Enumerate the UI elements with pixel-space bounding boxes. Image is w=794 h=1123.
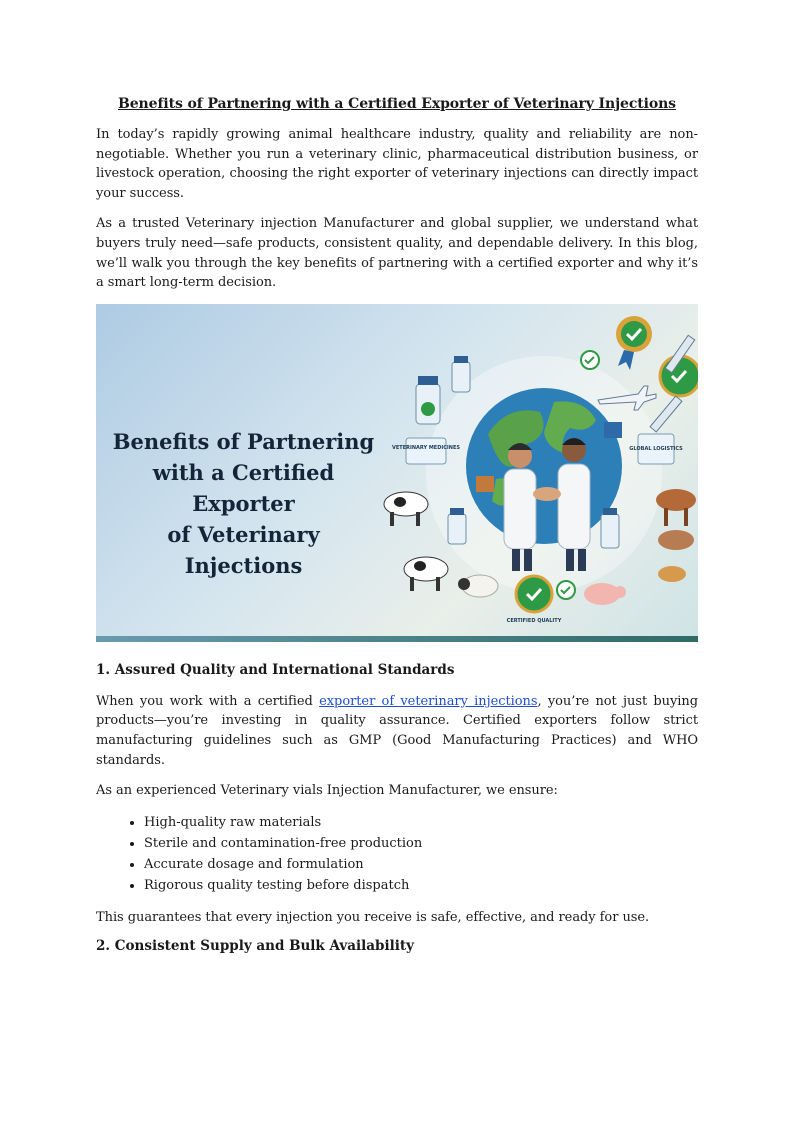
- quality-bullet-list: [96, 812, 698, 896]
- sheep-icon: [458, 575, 498, 597]
- vial-icon: [416, 376, 440, 424]
- banner-headline: [106, 426, 381, 581]
- intro-paragraph-2: As a trusted Veterinary injection Manufacturer and global supplier, we understand what buyers truly need—safe products, consistent quality, and dependable delivery. In this blog, we’ll walk you through the key benefits of partnering with a certified exporter and why it’s a smart long-term decision.: [96, 216, 698, 291]
- syringe-icon: [650, 396, 682, 432]
- certified-quality-text: CERTIFIED QUALITY: [506, 617, 562, 624]
- list-item: • Rigorous quality testing before dispatch: [144, 875, 698, 896]
- vial-icon: [448, 508, 466, 544]
- certified-badge-icon: [616, 316, 652, 370]
- person-left-icon: [504, 469, 536, 549]
- intro-paragraph-1: In today’s rapidly growing animal healthcare industry, quality and reliability are non-negotiable. Whether you run a veterinary clinic, pharmaceutical distribution business, or livestock operation, choosing the right exporter of veterinary injections can directly impact your success.: [96, 127, 698, 201]
- banner-illustration: [376, 304, 698, 642]
- banner-bottom-bar: [96, 636, 698, 642]
- vial-icon: [601, 508, 619, 548]
- veterinary-medicines-text: VETERINARY MEDICINES: [392, 444, 460, 451]
- parcel-icon: [476, 476, 494, 492]
- banner-image: [96, 304, 698, 642]
- document-page: [96, 96, 698, 968]
- horse-icon: [658, 530, 694, 550]
- section-1-text: When you work with a certified: [96, 693, 320, 709]
- section-1-paragraph-2: As an experienced Veterinary vials Injection Manufacturer, we ensure:: [96, 783, 558, 799]
- list-item: • Accurate dosage and formulation: [144, 854, 698, 875]
- banner-headline-line: with a Certified Exporter: [152, 459, 335, 516]
- cow-icon: [404, 557, 448, 591]
- global-logistics-text: GLOBAL LOGISTICS: [629, 445, 683, 452]
- list-item: • Sterile and contamination-free production: [144, 833, 698, 854]
- handshake-icon: [533, 487, 561, 501]
- list-item: • High-quality raw materials: [144, 812, 698, 833]
- section-2-heading: 2. Consistent Supply and Bulk Availability: [96, 938, 414, 955]
- section-1-heading: 1. Assured Quality and International Standards: [96, 661, 455, 678]
- banner-headline-line: of Veterinary Injections: [167, 521, 320, 578]
- parcel-icon: [604, 422, 622, 438]
- dog-icon: [658, 566, 686, 582]
- vial-icon: [452, 356, 470, 392]
- section-1-paragraph-3: This guarantees that every injection you receive is safe, effective, and ready for use.: [96, 909, 650, 925]
- pig-icon: [584, 583, 626, 605]
- exporter-link[interactable]: exporter of veterinary injections: [319, 693, 538, 709]
- certified-quality-seal-bottom-icon: [516, 576, 552, 612]
- horse-icon: [656, 489, 696, 526]
- cow-icon: [384, 492, 428, 526]
- banner-headline-line: Benefits of Partnering: [112, 428, 375, 454]
- page-title: Benefits of Partnering with a Certified Exporter of Veterinary Injections: [118, 96, 676, 112]
- person-right-icon: [558, 464, 590, 549]
- globe-icon: [466, 388, 622, 544]
- section-1-paragraph-1: [96, 692, 698, 770]
- section-1-text: , you’re not just buying products—you’re investing in quality assurance. Certified exporters follow strict manufacturing guidelines such as GMP (Good Manufacturing Practices) and WHO standards.: [96, 693, 699, 768]
